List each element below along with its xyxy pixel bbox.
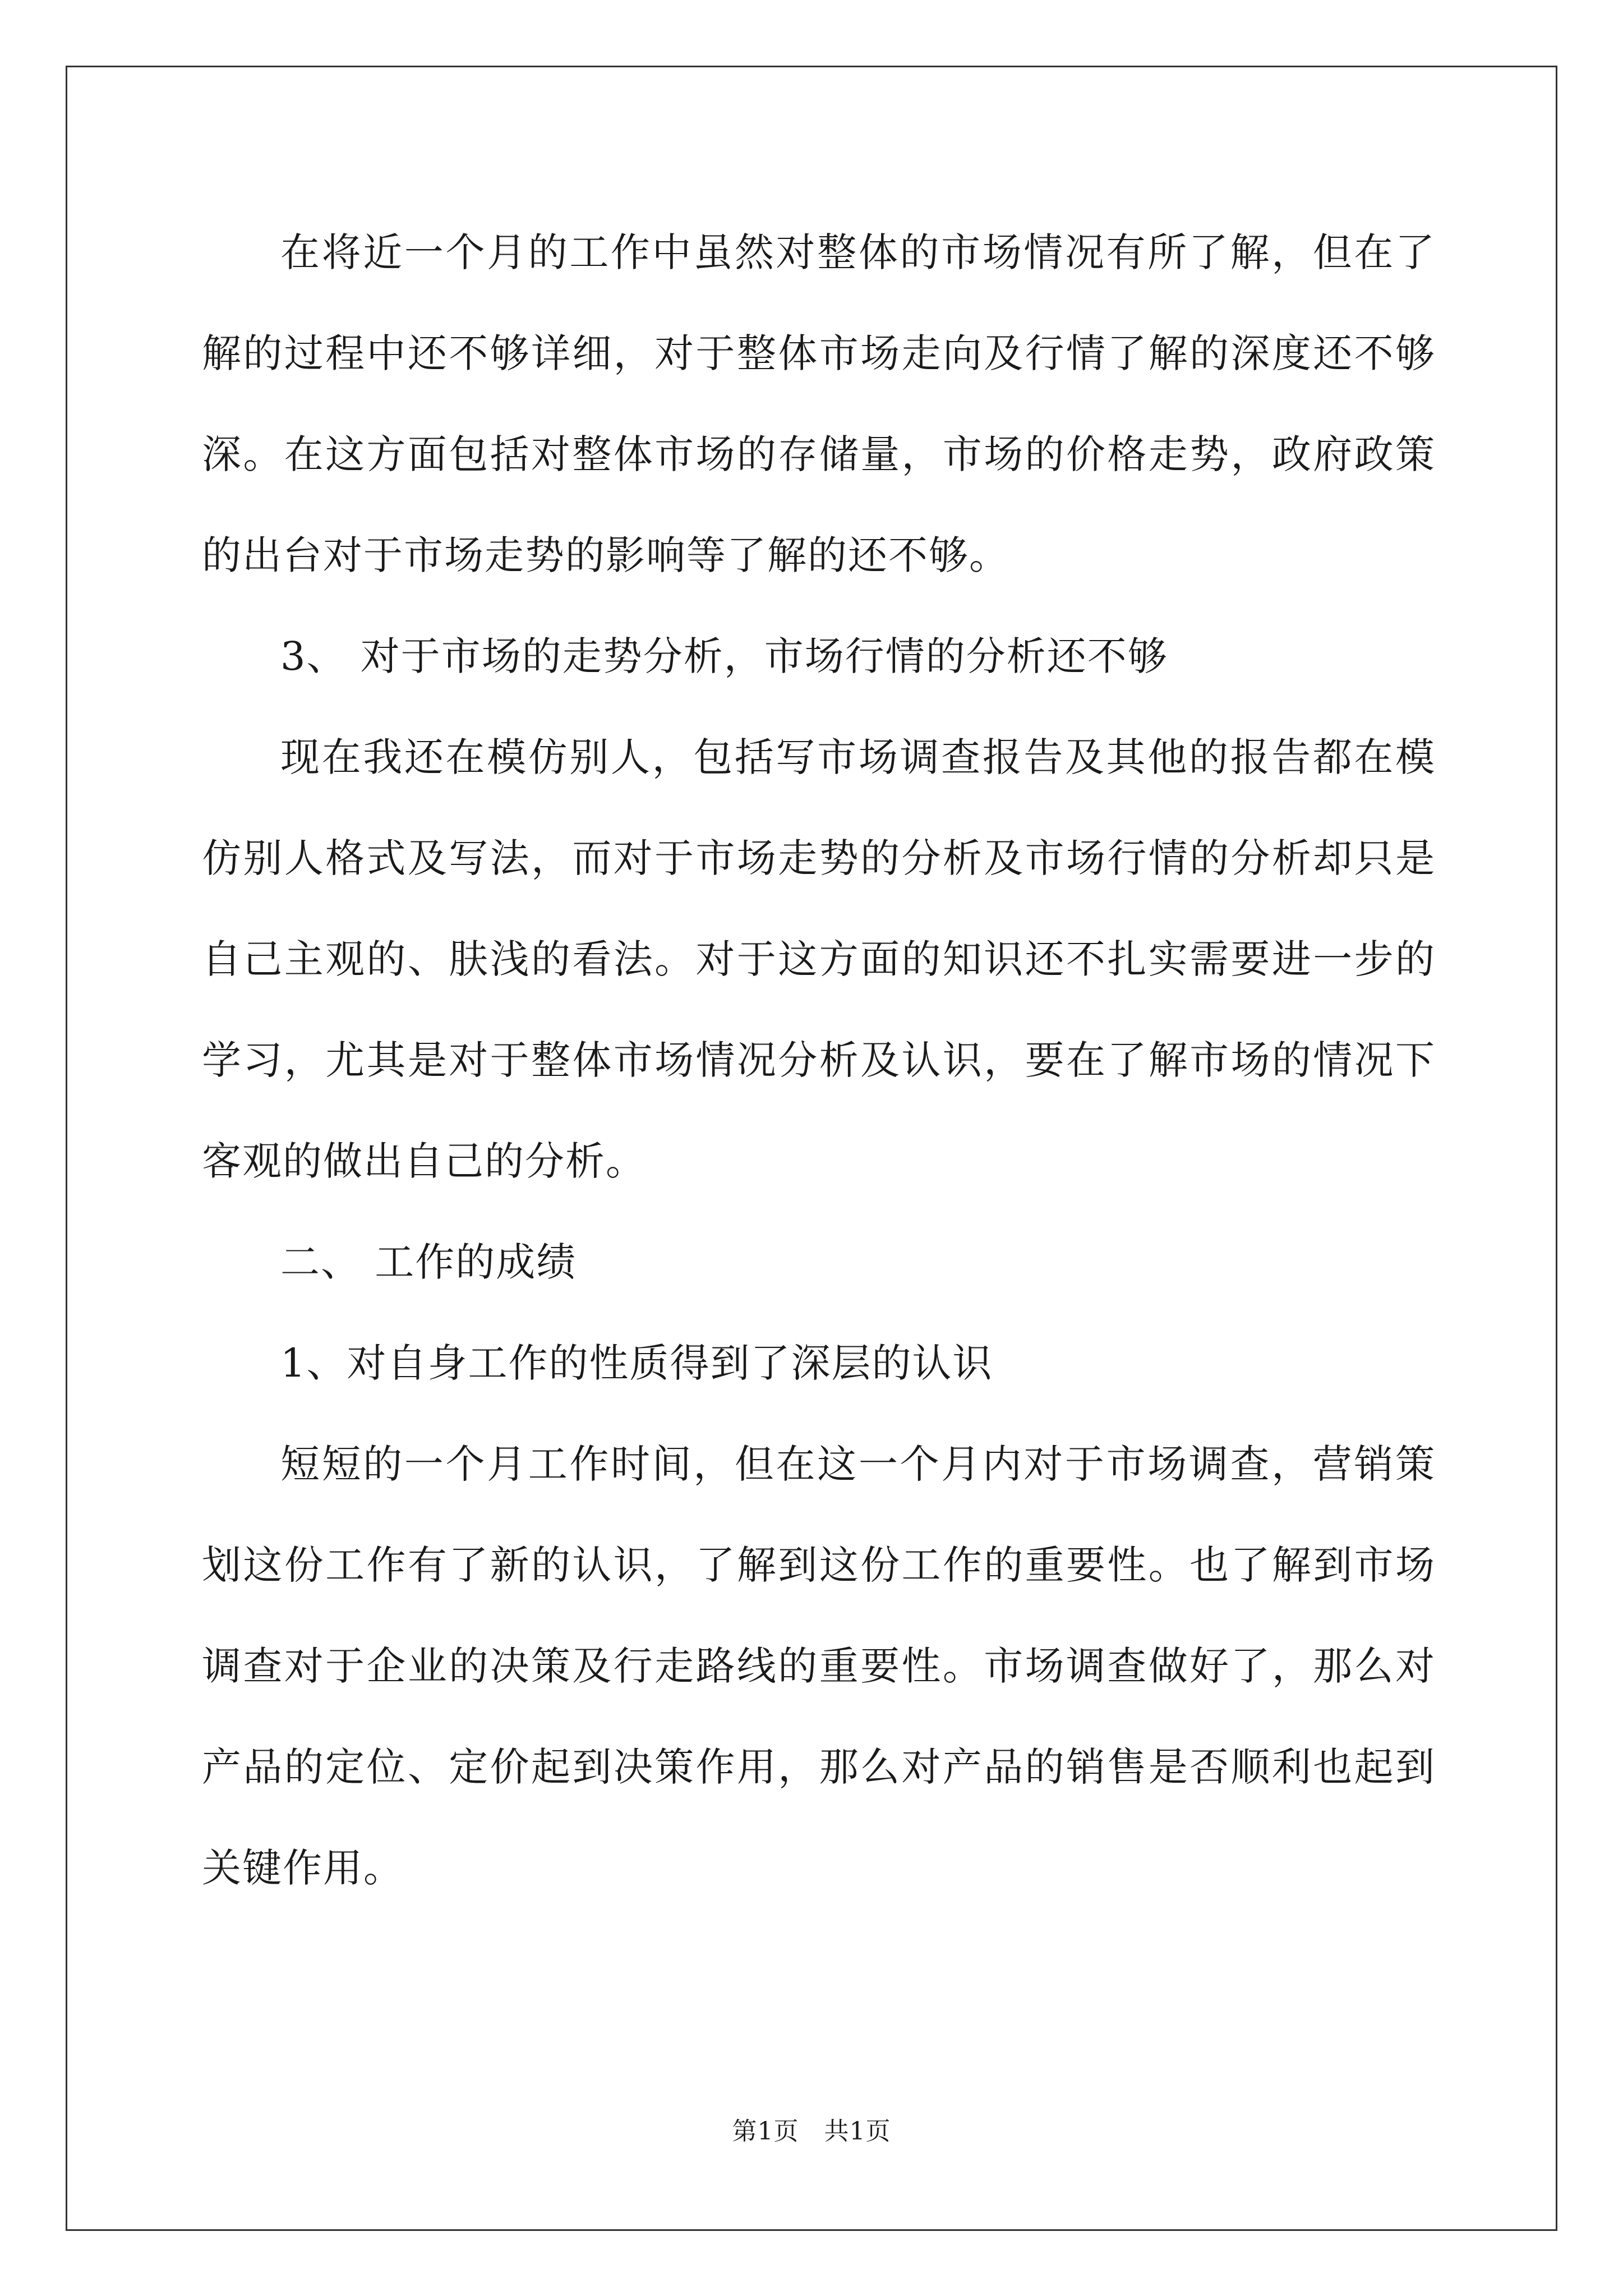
heading-market-trend-analysis: 3、 对于市场的走势分析，市场行情的分析还不够 (280, 633, 1168, 679)
paragraph-market-research: 短短的一个月工作时间，但在这一个月内对于市场调查，营销策划这份工作有了新的认识，了解到这份工作的重要性。也了解到市场调查对于企业的决策及行走路线的重要性。市场调查做好了，那么对产品的定位、定价起到决策作用，那么对产品的销售是否顺利也起到关键作用。 (202, 1441, 1436, 1891)
page-number-footer: 第1页 共1页 (732, 2117, 891, 2146)
paragraph-market-understanding: 在将近一个月的工作中虽然对整体的市场情况有所了解，但在了解的过程中还不够详细，对于整体市场走向及行情了解的深度还不够深。在这方面包括对整体市场的存储量，市场的价格走势，政府政策的出台对于市场走势的影响等了解的还不够。 (202, 229, 1436, 578)
heading-work-achievements: 二、 工作的成绩 (280, 1239, 577, 1285)
paragraph-imitation: 现在我还在模仿别人，包括写市场调查报告及其他的报告都在模仿别人格式及写法，而对于市场走势的分析及市场行情的分析却只是自己主观的、肤浅的看法。对于这方面的知识还不扎实需要进一步的学习，尤其是对于整体市场情况分析及认识，要在了解市场的情况下客观的做出自己的分析。 (202, 734, 1436, 1184)
document-body (202, 202, 1436, 1918)
heading-work-nature: 1、对自身工作的性质得到了深层的认识 (280, 1340, 993, 1386)
